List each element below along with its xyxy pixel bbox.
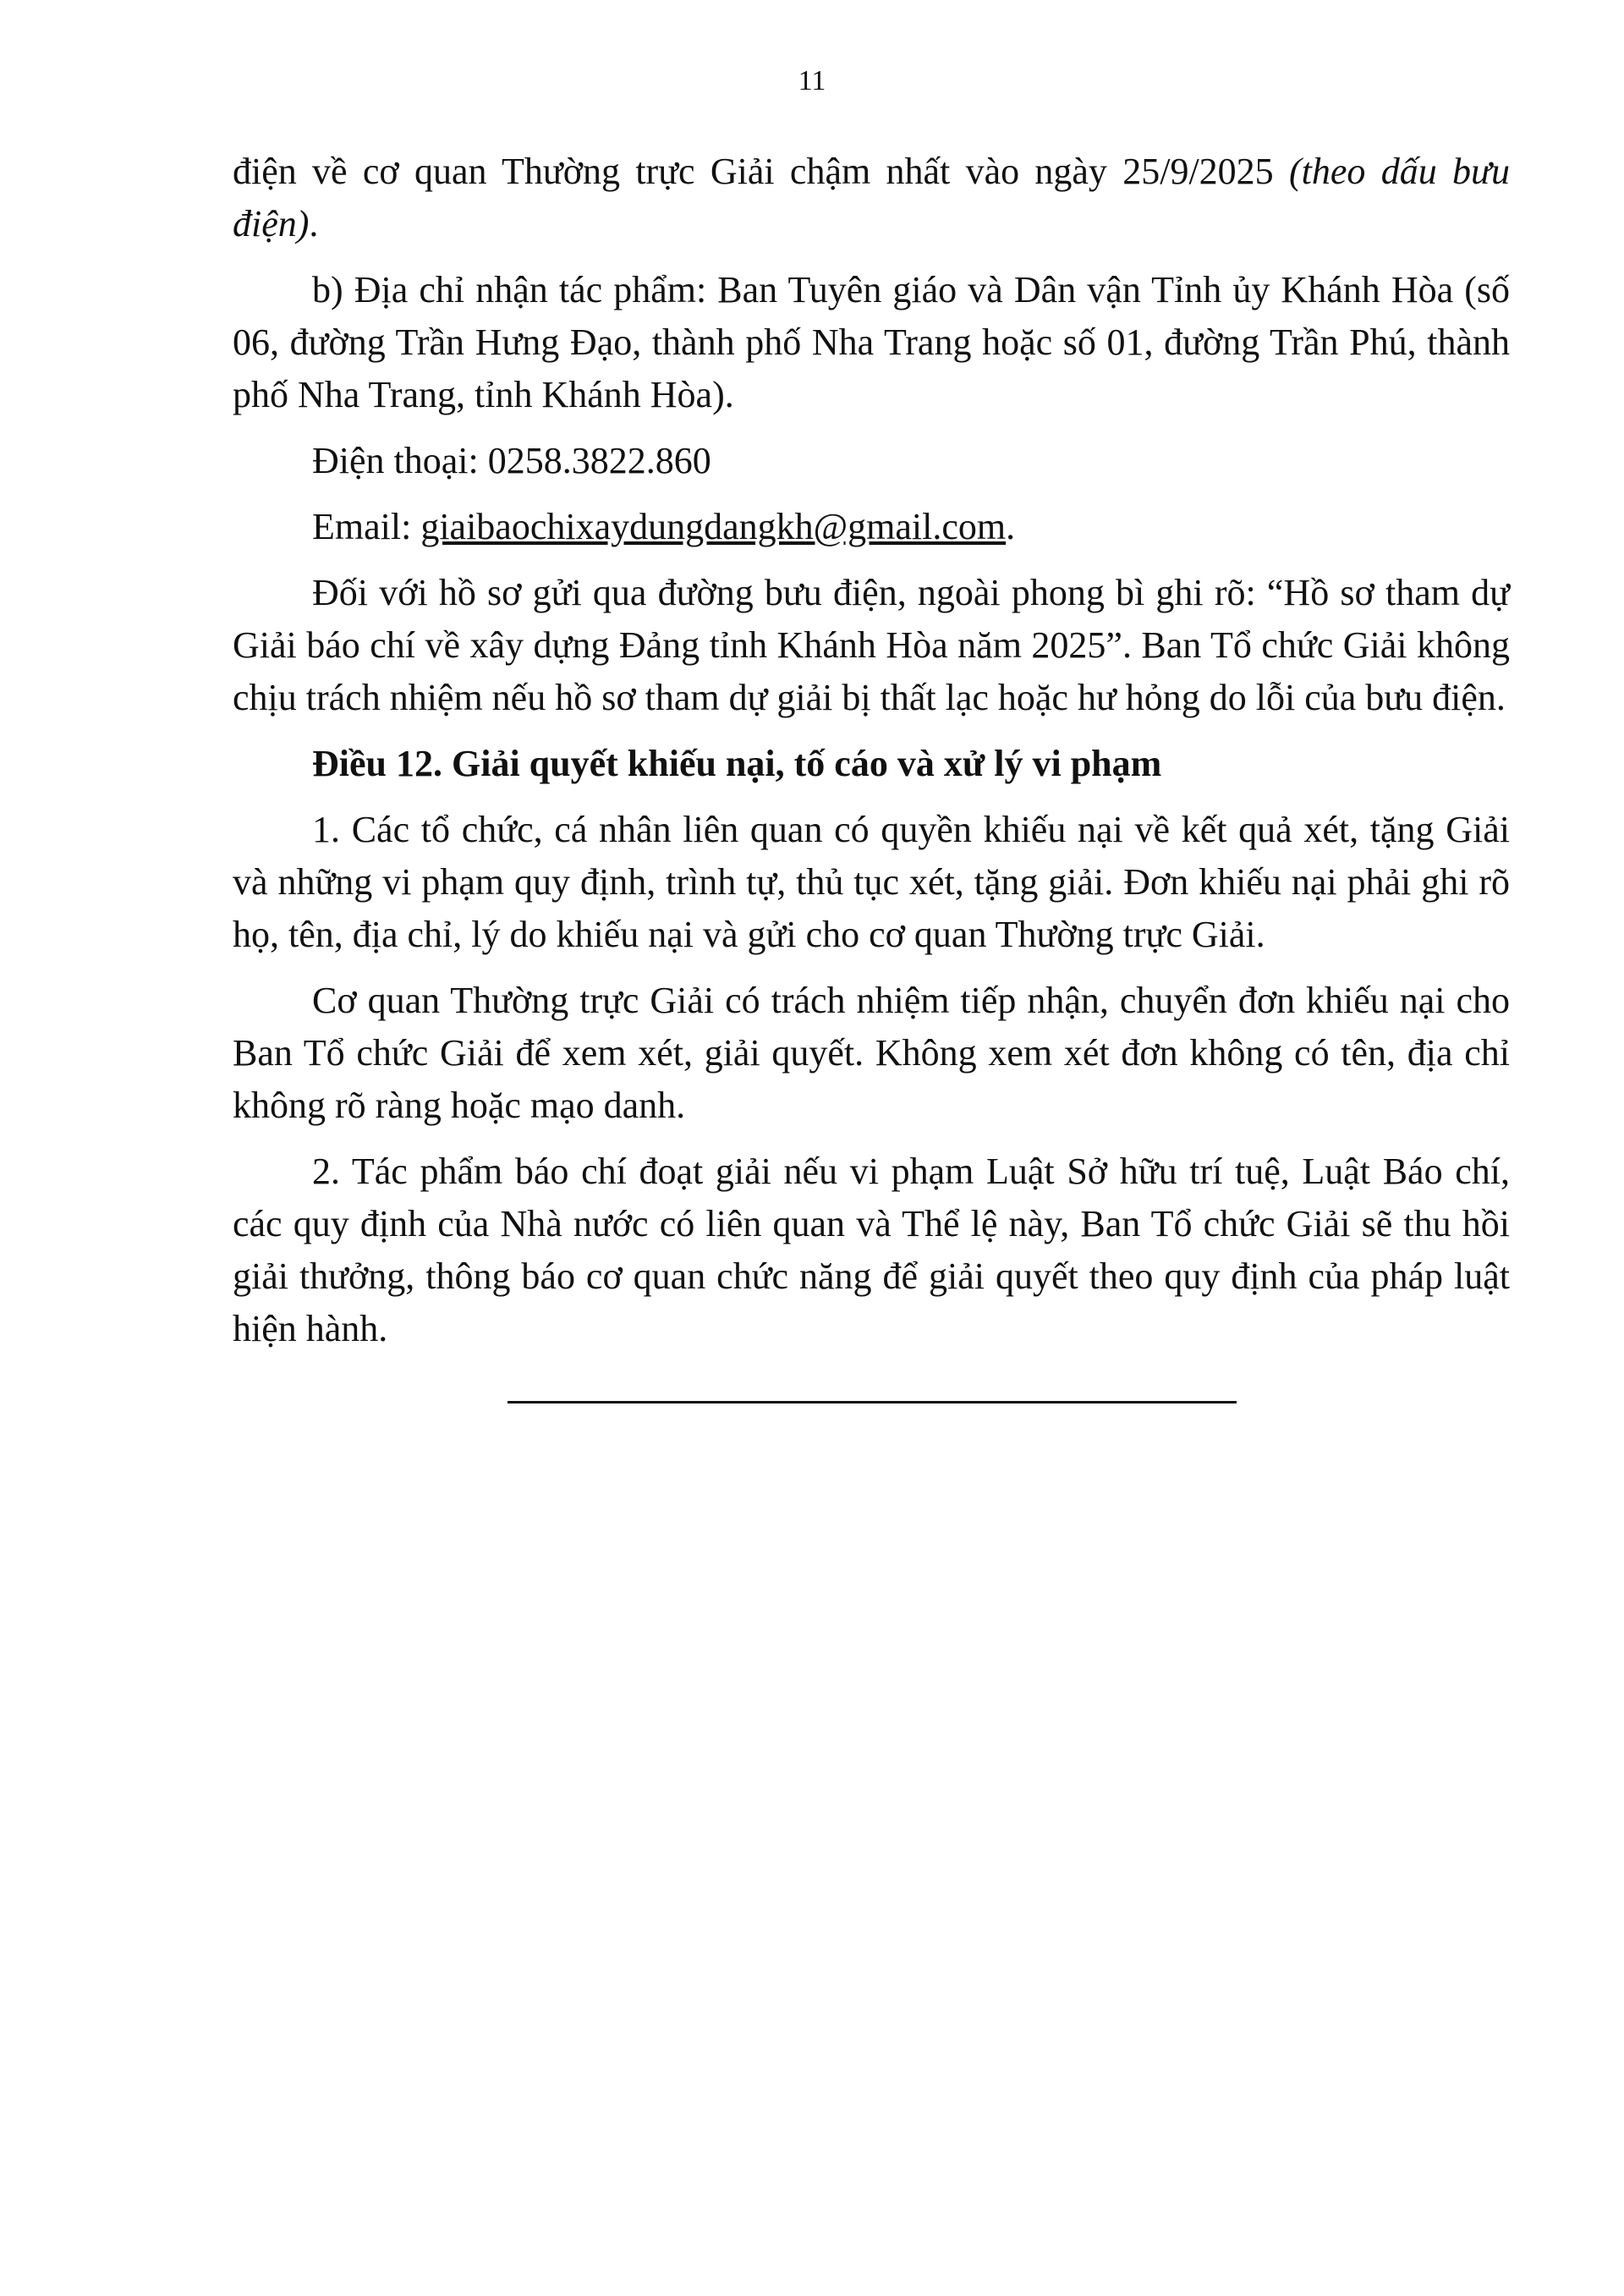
article-12-heading: Điều 12. Giải quyết khiếu nại, tố cáo và xử lý vi phạm	[312, 743, 1162, 784]
deadline-note: (theo dấu bưu điện)	[233, 151, 1511, 244]
end-divider	[508, 1401, 1237, 1403]
deadline-end: .	[309, 203, 319, 244]
paragraph-deadline	[233, 146, 1510, 250]
deadline-text: điện về cơ quan Thường trực Giải chậm nhất vào ngày 25/9/2025	[233, 151, 1289, 192]
paragraph-violation: 2. Tác phẩm báo chí đoạt giải nếu vi phạm Luật Sở hữu trí tuệ, Luật Báo chí, các quy định của Nhà nước có liên quan và Thể lệ này, Ban Tổ chức Giải sẽ thu hồi giải thưởng, thông báo cơ quan chức năng để giải quyết theo quy định của pháp luật hiện hành.	[233, 1151, 1510, 1349]
email-link[interactable]: giaibaochixaydungdangkh@gmail.com	[420, 506, 1007, 547]
paragraph-email	[233, 501, 1510, 553]
email-label: Email:	[312, 506, 421, 547]
paragraph-complaint-handling: Cơ quan Thường trực Giải có trách nhiệm tiếp nhận, chuyển đơn khiếu nại cho Ban Tổ chức Giải để xem xét, giải quyết. Không xem xét đơn không có tên, địa chỉ không rõ ràng hoặc mạo danh.	[233, 980, 1510, 1126]
paragraph-address: b) Địa chỉ nhận tác phẩm: Ban Tuyên giáo và Dân vận Tỉnh ủy Khánh Hòa (số 06, đường Trần Hưng Đạo, thành phố Nha Trang hoặc số 01, đường Trần Phú, thành phố Nha Trang, tỉnh Khánh Hòa).	[233, 269, 1510, 415]
paragraph-complaint-rights: 1. Các tổ chức, cá nhân liên quan có quyền khiếu nại về kết quả xét, tặng Giải và những vi phạm quy định, trình tự, thủ tục xét, tặng giải. Đơn khiếu nại phải ghi rõ họ, tên, địa chỉ, lý do khiếu nại và gửi cho cơ quan Thường trực Giải.	[233, 809, 1510, 955]
page-number: 11	[798, 65, 826, 96]
document-body	[233, 146, 1510, 1369]
email-end: .	[1006, 506, 1016, 547]
paragraph-phone: Điện thoại: 0258.3822.860	[312, 440, 711, 481]
paragraph-postal-note: Đối với hồ sơ gửi qua đường bưu điện, ngoài phong bì ghi rõ: “Hồ sơ tham dự Giải báo chí về xây dựng Đảng tỉnh Khánh Hòa năm 2025”. Ban Tổ chức Giải không chịu trách nhiệm nếu hồ sơ tham dự giải bị thất lạc hoặc hư hỏng do lỗi của bưu điện.	[233, 572, 1510, 718]
